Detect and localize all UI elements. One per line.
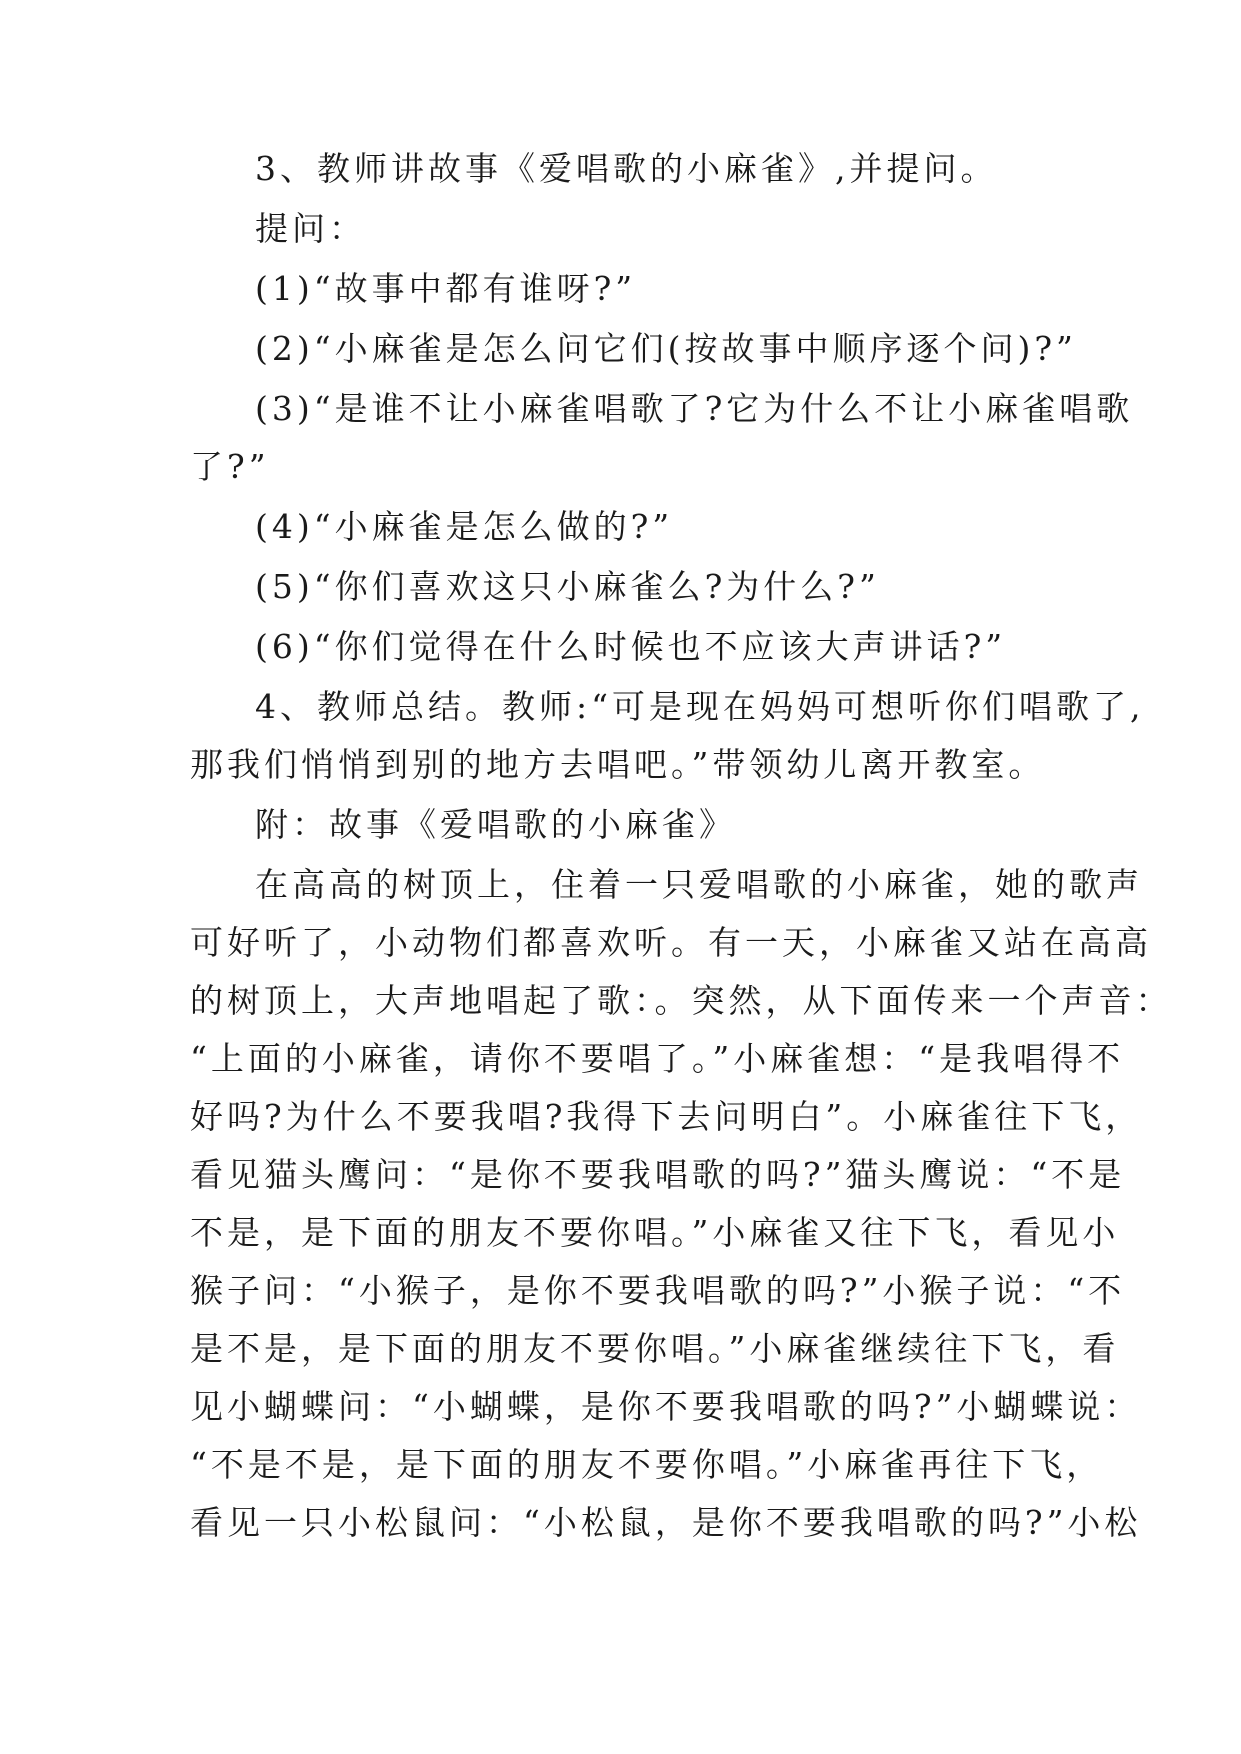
question-5: (5)“你们喜欢这只小麻雀么?为什么?” <box>255 567 880 606</box>
story-paragraph-line: “不是不是，是下面的朋友不要你唱。”小麻雀再往下飞， <box>190 1445 1104 1484</box>
step-3-heading: 3、教师讲故事《爱唱歌的小麻雀》,并提问。 <box>255 149 998 188</box>
story-paragraph-line: 是不是，是下面的朋友不要你唱。”小麻雀继续往下飞，看 <box>190 1329 1120 1368</box>
story-paragraph-line: “上面的小麻雀，请你不要唱了。”小麻雀想：“是我唱得不 <box>190 1039 1125 1078</box>
step-4-summary: 4、教师总结。教师:“可是现在妈妈可想听你们唱歌了, <box>255 687 1145 726</box>
question-1: (1)“故事中都有谁呀?” <box>255 269 637 308</box>
question-3-continued: 了?” <box>190 447 270 486</box>
question-4: (4)“小麻雀是怎么做的?” <box>255 507 674 546</box>
step-4-summary-continued: 那我们悄悄到别的地方去唱吧。”带领幼儿离开教室。 <box>190 745 1046 784</box>
story-paragraph-line: 看见一只小松鼠问：“小松鼠，是你不要我唱歌的吗?”小松 <box>190 1503 1142 1542</box>
story-paragraph-line: 猴子问：“小猴子，是你不要我唱歌的吗?”小猴子说：“不 <box>190 1271 1126 1310</box>
story-paragraph-line: 看见猫头鹰问：“是你不要我唱歌的吗?”猫头鹰说：“不是 <box>190 1155 1126 1194</box>
story-paragraph-line: 可好听了，小动物们都喜欢听。有一天，小麻雀又站在高高 <box>190 923 1152 962</box>
question-2: (2)“小麻雀是怎么问它们(按故事中顺序逐个问)?” <box>255 329 1077 368</box>
appendix-heading: 附：故事《爱唱歌的小麻雀》 <box>255 805 736 844</box>
story-paragraph-line: 见小蝴蝶问：“小蝴蝶，是你不要我唱歌的吗?”小蝴蝶说： <box>190 1387 1142 1426</box>
story-paragraph-line: 不是，是下面的朋友不要你唱。”小麻雀又往下飞，看见小 <box>190 1213 1120 1252</box>
story-paragraph-line: 的树顶上，大声地唱起了歌：。突然，从下面传来一个声音： <box>190 981 1173 1020</box>
question-6: (6)“你们觉得在什么时候也不应该大声讲话?” <box>255 627 1007 666</box>
question-label: 提问： <box>255 209 366 248</box>
question-3: (3)“是谁不让小麻雀唱歌了?它为什么不让小麻雀唱歌 <box>255 389 1134 428</box>
story-paragraph-line: 好吗?为什么不要我唱?我得下去问明白”。小麻雀往下飞， <box>190 1097 1143 1136</box>
story-paragraph-line: 在高高的树顶上，住着一只爱唱歌的小麻雀，她的歌声 <box>255 865 1143 904</box>
